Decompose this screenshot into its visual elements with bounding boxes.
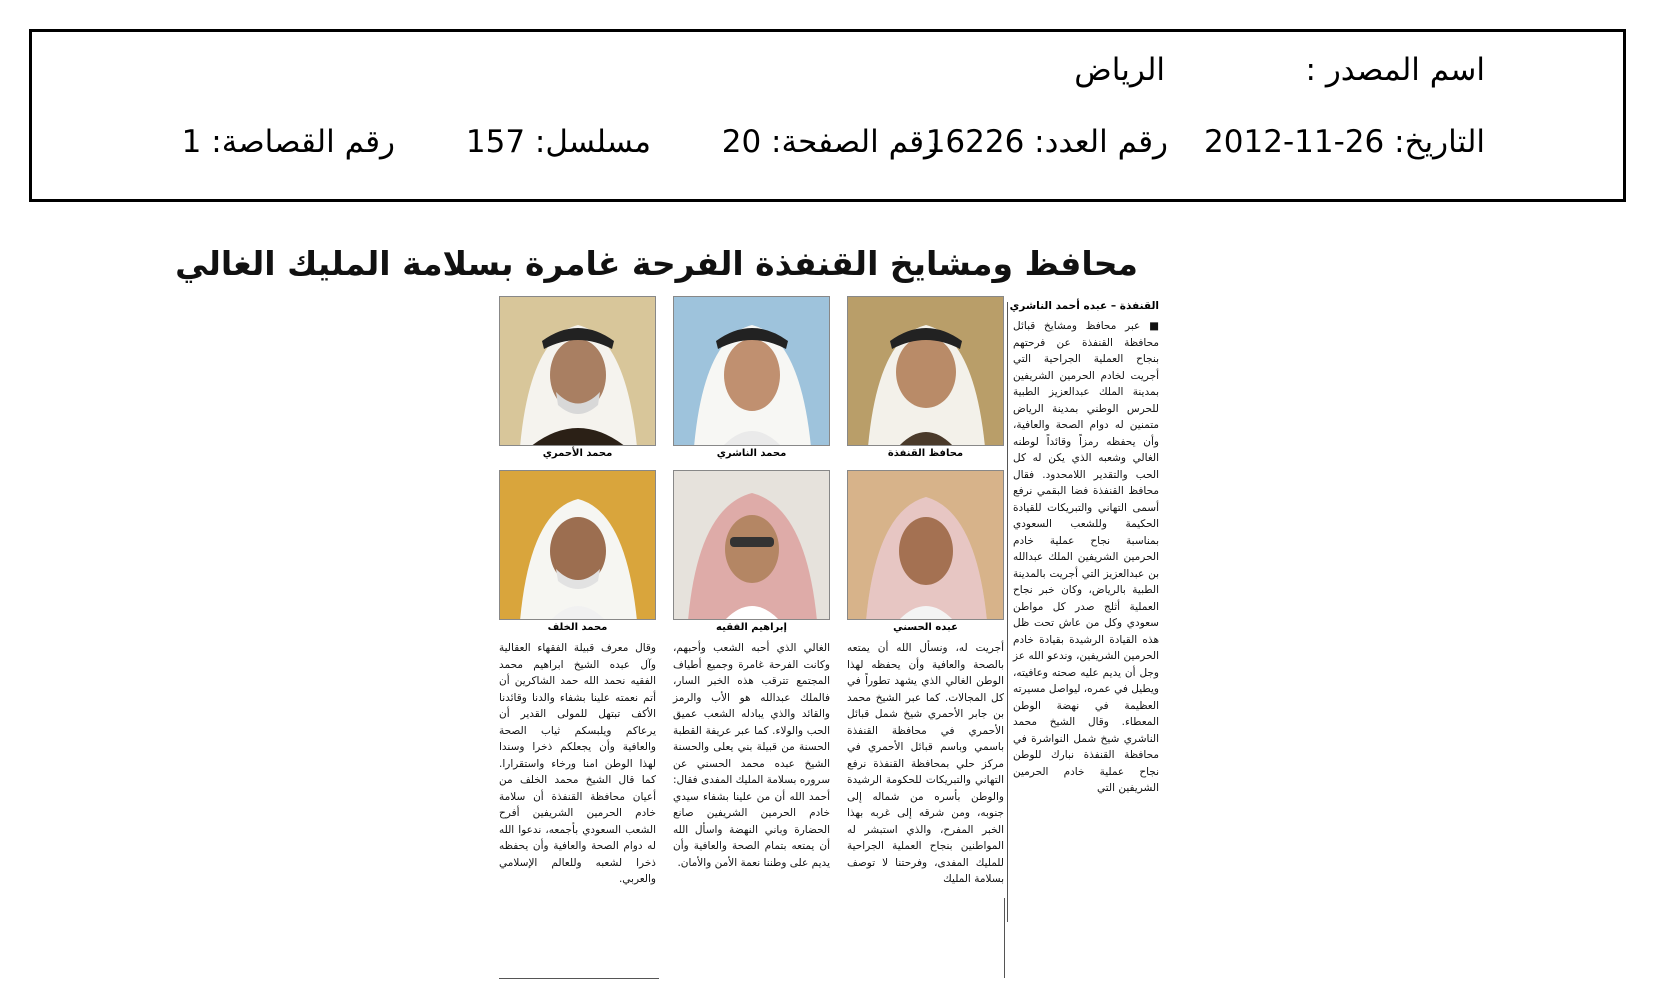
clip-field: رقم القصاصة: 1: [181, 124, 395, 160]
photo-caption: محمد الناشري: [716, 448, 787, 459]
photo-caption: إبراهيم الفقيه: [716, 622, 787, 633]
portrait-photo-alnashiri: [673, 296, 830, 446]
page-field: رقم الصفحة: 20: [721, 124, 939, 160]
portrait-icon: [674, 297, 830, 446]
article-column-2: أجريت له، ونسأل الله أن يمتعه بالصحة والعافية وأن يحفظه لهذا الوطن الغالي الذي يشهد تطوراً في كل المجالات. كما عبر الشيخ محمد بن جابر الأحمري شيخ شمل قبائل الأحمري في محافظة القنفذة باسمي وباسم قبائل الأحمري في مركز حلي بمحافظة القنفذة نرفع التهاني والتبريكات للحكومة الرشيدة والوطن بأسره من شماله إلى جنوبه، ومن شرقه إلى غربه بهذا الخبر المفرح، والذي استبشر له المواطنين بنجاح العملية الجراحية للمليك المفدى، وفرحتنا لا توصف بسلامة المليك: [847, 642, 1004, 885]
portrait-icon: [500, 297, 656, 446]
portrait-photo-alahmari: [499, 296, 656, 446]
article-headline: محافظ ومشايخ القنفذة الفرحة غامرة بسلامة المليك الغالي: [175, 244, 1138, 283]
photo-caption: محمد الخلف: [547, 622, 608, 633]
portrait-icon: [674, 471, 830, 620]
portrait-photo-alhasani: [847, 470, 1004, 620]
portrait-photo-alfaqih: [673, 470, 830, 620]
issue-field: رقم العدد: 16226: [925, 124, 1168, 160]
newspaper-clipping: [175, 238, 1171, 980]
portrait-icon: [500, 471, 656, 620]
portrait-photo-alkhalaf: [499, 470, 656, 620]
photo-caption: محمد الأحمري: [542, 448, 613, 459]
source-label: اسم المصدر :: [1305, 52, 1485, 88]
source-value: الرياض: [1074, 52, 1165, 88]
column-divider: [1004, 898, 1005, 978]
article-column-1: ■ عبر محافظ ومشايخ قبائل محافظة القنفذة عن فرحتهم بنجاح العملية الجراحية التي أجريت لخادم الحرمين الشريفين بمدينة الملك عبدالعزيز الطبية للحرس الوطني بمدينة الرياض متمنين له دوام الصحة والعافية، وأن يحفظه رمزاً وقائداً لوطنه الغالي وشعبه الذي يكن له كل الحب والتقدير اللامحدود. فقال محافظ القنفذة فضا البقمي نرفع أسمى التهاني والتبريكات للقيادة الحكيمة وللشعب السعودي بمناسبة نجاح عملية خادم الحرمين الشريفين الملك عبدالله بن عبدالعزيز التي أجريت بالمدينة الطبية بالرياض، وكان خبر نجاح العملية أثلج صدر كل مواطن سعودي وكل من عاش تحت ظل هذه القيادة الرشيدة بقيادة خادم الحرمين الشريفين، وندعو الله عز وجل أن يديم عليه صحته وعافيته، ويطيل في عمره، ليواصل مسيرته العظيمة في نهضة الوطن المعطاء. وقال الشيخ محمد الناشري شيخ شمل النواشرة في محافظة القنفذة نبارك للوطن نجاح عملية خادم الحرمين الشريفين التي: [1013, 320, 1159, 794]
bottom-rule: [499, 978, 659, 979]
article-column-3: الغالي الذي أحبه الشعب وأحبهم، وكانت الفرحة غامرة وجميع أطياف المجتمع تترقب هذه الخبر السار، فالملك عبدالله هو الأب والرمز والقائد والذي يبادله الشعب عميق الحب والولاء. كما عبر عريفة القطبة الحسنة من قبيلة بني يعلى والحسنة الشيخ عبده محمد الحسني عن سروره بسلامة المليك المفدى فقال: أحمد الله أن من علينا بشفاء سيدي خادم الحرمين الشريفين صانع الحضارة وباني النهضة واسأل الله أن يمتعه بتمام الصحة والعافية وأن يديم على وطننا نعمة الأمن والأمان.: [673, 642, 830, 869]
article-column-4: وقال معرف قبيلة الفقهاء العقالية وآل عبده الشيخ ابراهيم محمد الفقيه نحمد الله حمد الشاكرين أن أتم نعمته علينا بشفاء والدنا وقائدنا الأكف تبتهل للمولى القدير أن يرعاكم ويلبسكم ثياب الصحة والعافية وأن يجعلكم ذخرا وسندا لهذا الوطن امنا ورخاء واستقرارا. كما قال الشيخ محمد الخلف من أعيان محافظة القنفذة أن سلامة خادم الحرمين الشريفين أفرح الشعب السعودي بأجمعه، ندعوا الله له دوام الصحة والعافية وأن يحفظه ذخرا لشعبه وللعالم الإسلامي والعربي.: [499, 642, 656, 885]
portrait-icon: [848, 471, 1004, 620]
portrait-icon: [848, 297, 1004, 446]
photo-caption: عبده الحسني: [893, 622, 958, 633]
portrait-photo-governor: [847, 296, 1004, 446]
column-divider: [1007, 302, 1008, 922]
serial-field: مسلسل: 157: [465, 124, 651, 160]
date-field: التاريخ: 26-11-2012: [1204, 124, 1485, 160]
article-byline: القنفذة – عبده أحمد الناشري: [1009, 300, 1159, 312]
photo-caption: محافظ القنفذة: [887, 448, 964, 459]
